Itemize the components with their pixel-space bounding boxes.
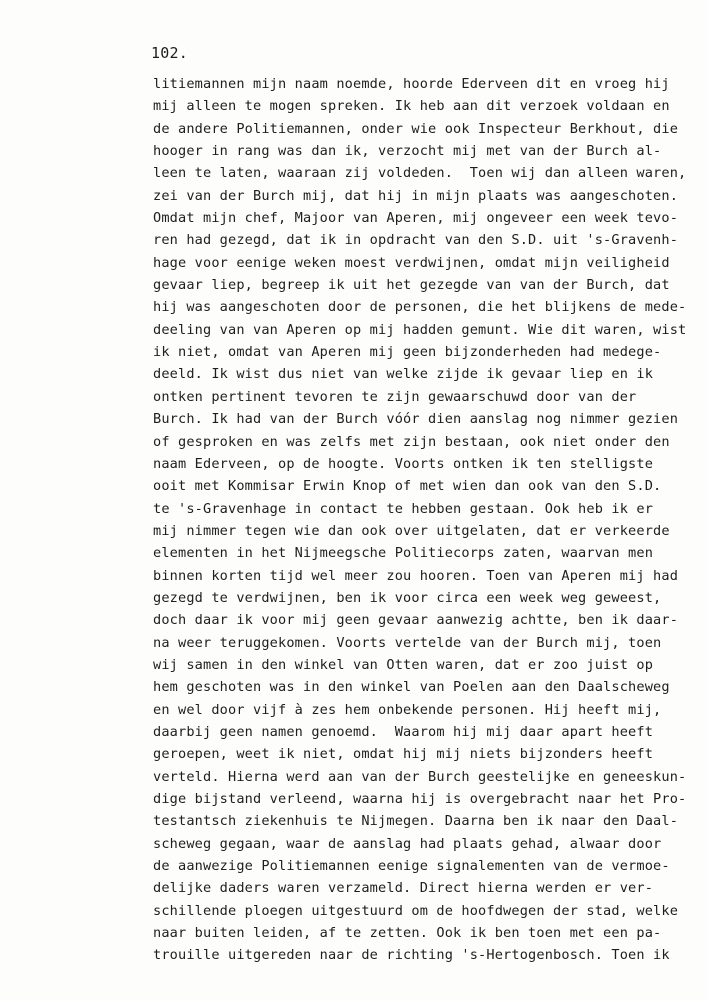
text-line: geroepen, weet ik niet, omdat hij mij niets bijzonders heeft	[153, 746, 654, 763]
text-line: dige bijstand verleend, waarna hij is overgebracht naar het Pro-	[153, 791, 687, 807]
text-line: ooit met Kommisar Erwin Knop of met wien dan ook van den S.D.	[153, 478, 662, 495]
text-line: de aanwezige Politiemannen eenige signalementen van de vermoe-	[153, 858, 670, 875]
text-line: en wel door vijf à zes hem onbekende personen. Hij heeft mij,	[153, 701, 662, 718]
text-line: Burch. Ik had van der Burch vóór dien aanslag nog nimmer gezien	[153, 411, 679, 428]
text-line: mij alleen te mogen spreken. Ik heb aan dit verzoek voldaan en	[153, 98, 670, 115]
text-line: of gesproken en was zelfs met zijn bestaan, ook niet onder den	[153, 433, 670, 450]
text-line: leen te laten, waaraan zij voldeden. Toen wij dan alleen waren,	[153, 165, 687, 182]
page-number: 102.	[151, 44, 188, 62]
text-line: gevaar liep, begreep ik uit het gezegde van van der Burch, dat	[153, 277, 670, 294]
text-line: daarbij geen namen genoemd. Waarom hij mij daar apart heeft	[153, 723, 654, 740]
text-line: deeling van van Aperen op mij hadden gemunt. Wie dit waren, wist	[153, 321, 687, 338]
text-line: scheweg gegaan, waar de aanslag had plaats gehad, alwaar door	[153, 835, 662, 852]
text-line: litiemannen mijn naam noemde, hoorde Ederveen dit en vroeg hij	[153, 76, 670, 92]
text-line: wij samen in den winkel van Otten waren, dat er zoo juist op	[153, 656, 654, 673]
text-line: te 's-Gravenhage in contact te hebben gestaan. Ook heb ik er	[153, 500, 654, 517]
text-line: ontken pertinent tevoren te zijn gewaarschuwd door van der	[153, 388, 637, 405]
text-line: mij nimmer tegen wie dan ook over uitgelaten, dat er verkeerde	[153, 522, 670, 539]
text-line: hage voor eenige weken moest verdwijnen, omdat mijn veiligheid	[153, 254, 670, 271]
text-line: testantsch ziekenhuis te Nijmegen. Daarna ben ik naar den Daal-	[153, 813, 679, 830]
text-line: gezegd te verdwijnen, ben ik voor circa een week weg geweest,	[153, 589, 662, 606]
text-line: naar buiten leiden, af te zetten. Ook ik ben toen met een pa-	[153, 925, 662, 942]
text-line: doch daar ik voor mij geen gevaar aanwezig achtte, ben ik daar-	[153, 612, 679, 629]
text-line: hij was aangeschoten door de personen, die het blijkens de mede-	[153, 299, 687, 316]
document-body-text	[153, 73, 693, 967]
text-line: na weer teruggekomen. Voorts vertelde van der Burch mij, toen	[153, 634, 662, 651]
text-line: trouille uitgereden naar de richting 's-Hertogenbosch. Toen ik	[153, 947, 670, 964]
text-line: naam Ederveen, op de hoogte. Voorts ontken ik ten stelligste	[153, 455, 654, 472]
text-line: elementen in het Nijmeegsche Politiecorps zaten, waarvan men	[153, 545, 654, 562]
text-line: ik niet, omdat van Aperen mij geen bijzonderheden had medege-	[153, 344, 662, 361]
text-line: verteld. Hierna werd aan van der Burch geestelijke en geneeskun-	[153, 768, 687, 785]
text-line: schillende ploegen uitgestuurd om de hoofdwegen der stad, welke	[153, 902, 679, 919]
text-line: deeld. Ik wist dus niet van welke zijde ik gevaar liep en ik	[153, 366, 654, 383]
text-line: ren had gezegd, dat ik in opdracht van den S.D. uit 's-Gravenh-	[153, 232, 679, 249]
text-line: de andere Politiemannen, onder wie ook Inspecteur Berkhout, die	[153, 120, 679, 137]
text-line: zei van der Burch mij, dat hij in mijn plaats was aangeschoten.	[153, 187, 679, 204]
text-line: delijke daders waren verzameld. Direct hierna werden er ver-	[153, 880, 654, 897]
text-line: hooger in rang was dan ik, verzocht mij met van der Burch al-	[153, 143, 662, 160]
text-line: binnen korten tijd wel meer zou hooren. Toen van Aperen mij had	[153, 567, 679, 584]
text-line: Omdat mijn chef, Majoor van Aperen, mij ongeveer een week tevo-	[153, 210, 679, 227]
text-line: hem geschoten was in den winkel van Poelen aan den Daalscheweg	[153, 679, 670, 696]
